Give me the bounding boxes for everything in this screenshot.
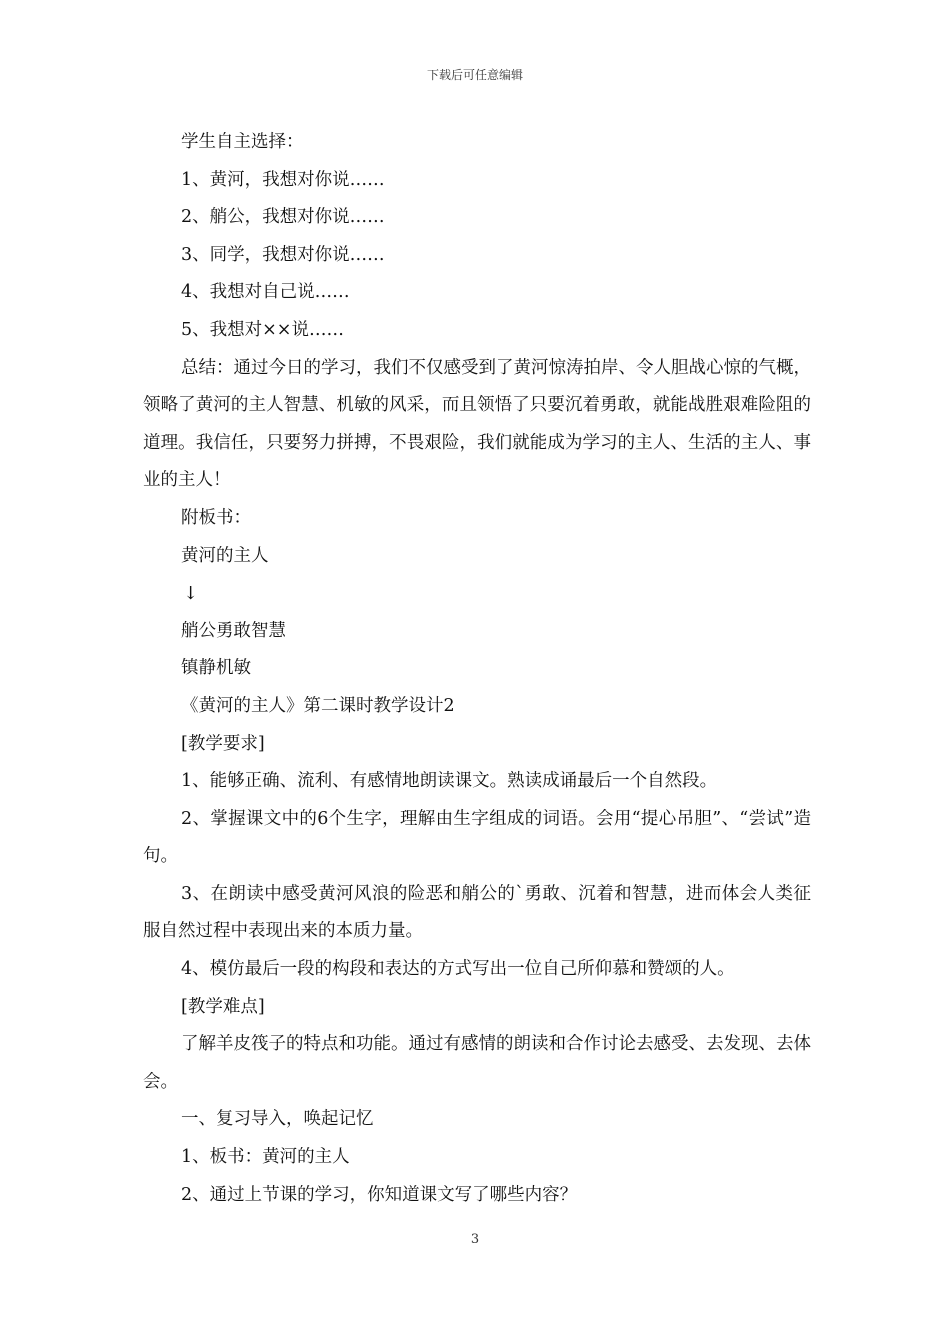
list-item: 2、掌握课文中的6个生字，理解由生字组成的词语。会用“提心吊胆”、“尝试”造句。 [143, 808, 811, 867]
list-item: 2、艄公，我想对你说…… [181, 207, 385, 228]
board-line: 镇静机敏 [181, 658, 251, 679]
paragraph-student-choice: 学生自主选择： [181, 132, 304, 152]
arrow-down-icon: ↓ [183, 583, 199, 605]
section-title: 《黄河的主人》第二课时教学设计2 [181, 695, 455, 716]
board-line: 艄公勇敢智慧 [181, 620, 286, 641]
list-item: 1、能够正确、流利、有感情地朗读课文。熟读成诵最后一个自然段。 [181, 771, 718, 792]
list-item: 3、同学，我想对你说…… [181, 244, 385, 265]
paragraph-board-heading: 附板书： [181, 507, 251, 528]
list-item: 5、我想对××说…… [181, 319, 344, 340]
section-heading-requirements: [教学要求] [181, 733, 265, 754]
board-line: 黄河的主人 [181, 545, 269, 566]
paragraph-summary: 总结：通过今日的学习，我们不仅感受到了黄河惊涛拍岸、令人胆战心惊的气概，领略了黄河的主人智慧、机敏的风采，而且领悟了只要沉着勇敢，就能战胜艰难险阻的道理。我信任，只要努力拼搏，不畏艰险，我们就能成为学习的主人、生活的主人、事业的主人！ [143, 357, 811, 491]
page-header: 下载后可任意编辑 [426, 68, 523, 82]
page-number: 3 [470, 1232, 480, 1247]
section-heading-review: 一、复习导入，唤起记忆 [181, 1109, 374, 1130]
list-item: 4、我想对自己说…… [181, 282, 350, 303]
document-body [143, 124, 811, 1214]
list-item: 1、黄河，我想对你说…… [181, 169, 385, 190]
section-heading-difficulties: [教学难点] [181, 996, 265, 1017]
list-item: 1、板书：黄河的主人 [181, 1147, 350, 1168]
list-item: 2、通过上节课的学习，你知道课文写了哪些内容？ [181, 1184, 578, 1205]
list-item: 3、在朗读中感受黄河风浪的险恶和艄公的`勇敢、沉着和智慧，进而体会人类征服自然过程中表现出来的本质力量。 [143, 883, 811, 942]
paragraph-difficulties: 了解羊皮筏子的特点和功能。通过有感情的朗读和合作讨论去感受、去发现、去体会。 [143, 1034, 811, 1092]
list-item: 4、模仿最后一段的构段和表达的方式写出一位自己所仰慕和赞颂的人。 [181, 959, 735, 980]
